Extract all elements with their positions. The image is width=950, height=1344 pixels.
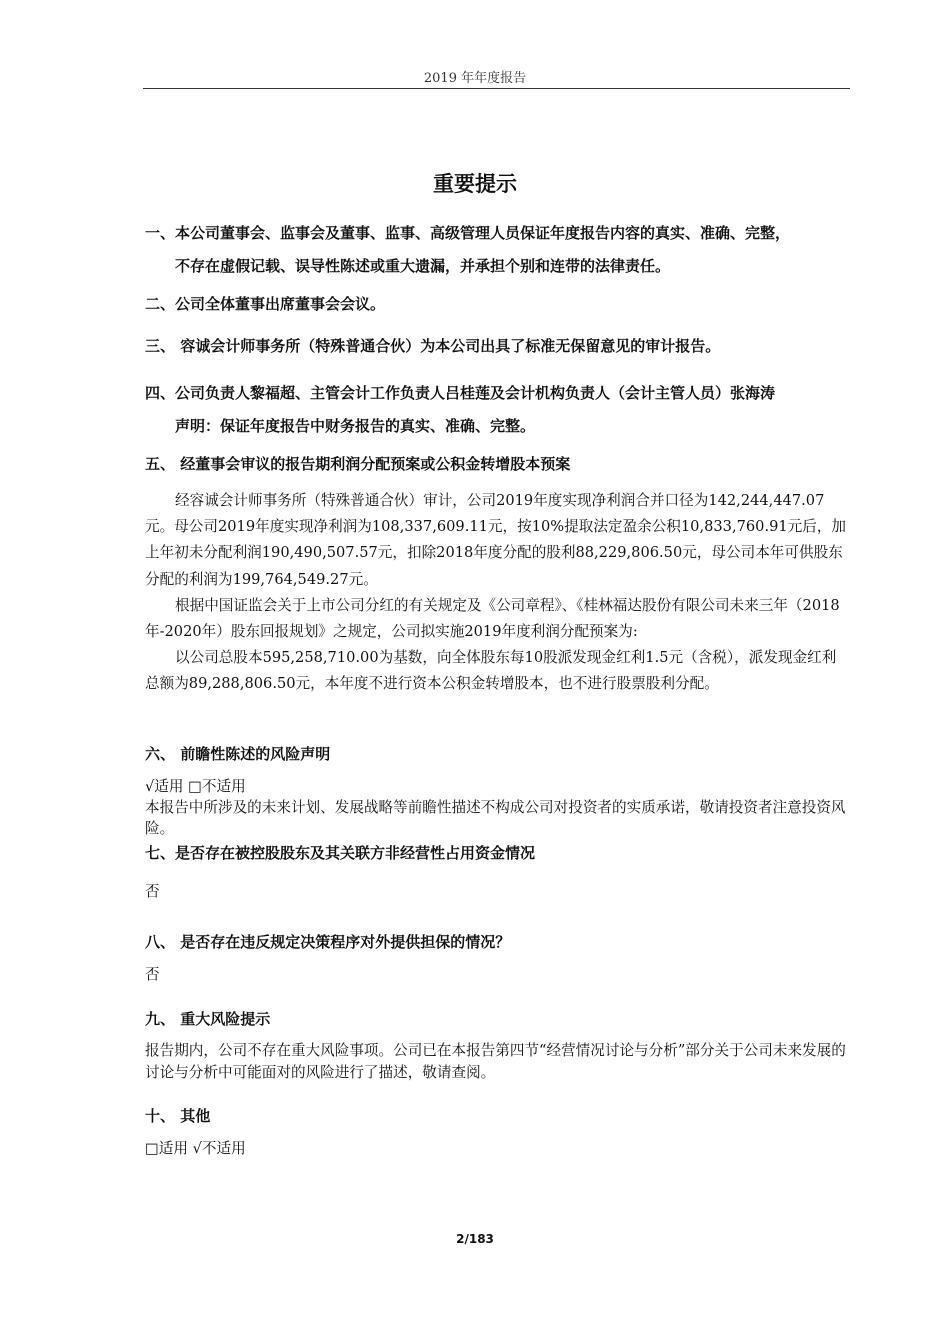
page-title: 重要提示 (433, 171, 517, 196)
item-7-heading (145, 842, 850, 863)
item-6-option (145, 775, 850, 796)
item-5-body (145, 488, 850, 698)
item-2 (145, 293, 850, 314)
item-1-line-2: 不存在虚假记载、误导性陈述或重大遗漏，并承担个别和连带的法律责任。 (175, 257, 671, 275)
item-5-heading (145, 453, 850, 474)
item-5-paragraph-3: 以公司总股本595,258,710.00为基数，向全体股东每10股派发现金红利1.5元（含税），派发现金红利总额为89,288,806.50元，本年度不进行资本公积金转增股本，也不进行股票股利分配。 (145, 649, 837, 693)
item-3-text: 三、 容诚会计师事务所（特殊普通合伙）为本公司出具了标准无保留意见的审计报告。 (145, 337, 721, 355)
item-10-heading-text: 十、 其他 (145, 1107, 211, 1125)
header-divider (143, 88, 850, 89)
item-7-heading-text: 七、是否存在被控股股东及其关联方非经营性占用资金情况 (145, 844, 536, 862)
item-8-heading-text: 八、 是否存在违反规定决策程序对外提供担保的情况？ (145, 933, 511, 951)
item-8-answer: 否 (145, 966, 160, 983)
item-10-option-text: □适用 √不适用 (145, 1140, 246, 1157)
item-10-heading (145, 1105, 850, 1126)
item-6-option-text: √适用 □不适用 (145, 778, 246, 795)
item-10-option (145, 1137, 850, 1158)
item-6-heading (145, 743, 850, 764)
item-9-text: 报告期内，公司不存在重大风险事项。公司已在本报告第四节“经营情况讨论与分析”部分关于公司未来发展的讨论与分析中可能面对的风险进行了描述，敬请查阅。 (145, 1042, 846, 1081)
item-1 (145, 217, 850, 283)
item-3 (145, 335, 850, 356)
item-6-heading-text: 六、 前瞻性陈述的风险声明 (145, 745, 331, 763)
item-4-line-2: 声明：保证年度报告中财务报告的真实、准确、完整。 (175, 417, 536, 435)
item-7-answer: 否 (145, 883, 160, 900)
item-2-text: 二、公司全体董事出席董事会会议。 (145, 295, 386, 313)
item-9-heading (145, 1008, 850, 1029)
item-4 (145, 377, 850, 443)
item-5-paragraph-2: 根据中国证监会关于上市公司分红的有关规定及《公司章程》、《桂林福达股份有限公司未来三年（2018年-2020年）股东回报规划》之规定，公司拟实施2019年度利润分配预案为: (145, 596, 840, 641)
item-1-line-1: 一、本公司董事会、监事会及董事、监事、高级管理人员保证年度报告内容的真实、准确、完整， (145, 224, 791, 242)
item-4-line-1: 四、公司负责人黎福超、主管会计工作负责人吕桂莲及会计机构负责人（会计主管人员）张海涛 (145, 384, 776, 402)
item-5-paragraph-1: 经容诚会计师事务所（特殊普通合伙）审计，公司2019年度实现净利润合并口径为142,244,447.07元。母公司2019年度实现净利润为108,337,609.11元，按10%提取法定盈余公积10,833,760.91元后，加上年初未分配利润190,490,507.57元，扣除2018年度分配的股利88,229,806.50元，母公司本年可供股东分配的利润为199,764,549.27元。 (145, 492, 847, 588)
page-header: 2019 年年度报告 (423, 71, 527, 86)
page-number: 2/183 (456, 1232, 494, 1246)
item-6-text: 本报告中所涉及的未来计划、发展战略等前瞻性描述不构成公司对投资者的实质承诺，敬请投资者注意投资风险。 (145, 799, 846, 837)
item-8-heading (145, 931, 850, 952)
item-5-heading-text: 五、 经董事会审议的报告期利润分配预案或公积金转增股本预案 (145, 455, 571, 473)
item-9-heading-text: 九、 重大风险提示 (145, 1010, 271, 1028)
